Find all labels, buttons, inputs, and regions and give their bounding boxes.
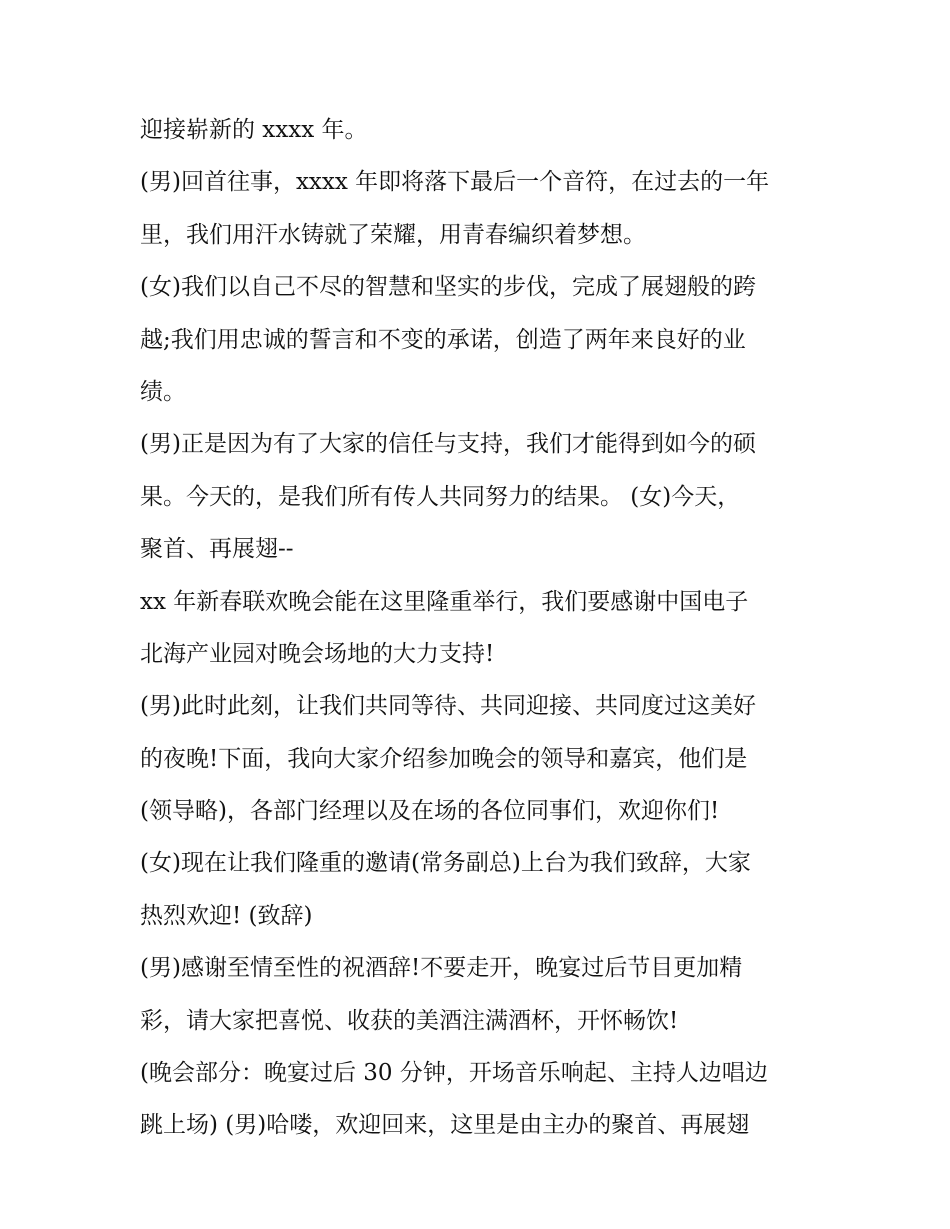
text-line: 迎接崭新的 xxxx 年。	[140, 117, 368, 143]
text-line: 聚首、再展翅--	[140, 536, 294, 563]
document-body	[140, 110, 830, 1158]
text-line: 热烈欢迎! (致辞)	[140, 902, 313, 929]
text-line: (女)现在让我们隆重的邀请(常务副总)上台为我们致辞，大家	[140, 850, 751, 877]
text-line: (男)感谢至情至性的祝酒辞!不要走开，晚宴过后节目更加精	[140, 955, 743, 982]
text-line: 彩，请大家把喜悦、收获的美酒注满酒杯，开怀畅饮!	[140, 1007, 679, 1034]
text-line: (男)正是因为有了大家的信任与支持，我们才能得到如今的硕	[140, 431, 756, 458]
text-line: xx 年新春联欢晚会能在这里隆重举行，我们要感谢中国电子	[140, 588, 749, 615]
text-line: 的夜晚!下面，我向大家介绍参加晚会的领导和嘉宾，他们是	[140, 745, 748, 772]
text-line: 果。今天的，是我们所有传人共同努力的结果。 (女)今天，	[140, 483, 741, 510]
text-line: (男)此时此刻，让我们共同等待、共同迎接、共同度过这美好	[140, 693, 756, 720]
text-line: 北海产业园对晚会场地的大力支持!	[140, 640, 495, 667]
text-line: (女)我们以自己不尽的智慧和坚实的步伐，完成了展翅般的跨	[140, 274, 756, 301]
text-line: (领导略)，各部门经理以及在场的各位同事们，欢迎你们!	[140, 798, 720, 825]
text-line: 里，我们用汗水铸就了荣耀，用青春编织着梦想。	[140, 221, 646, 248]
text-line: 越;我们用忠诚的誓言和不变的承诺，创造了两年来良好的业	[140, 326, 746, 353]
text-line: 跳上场) (男)哈喽，欢迎回来，这里是由主办的聚首、再展翅	[140, 1112, 750, 1139]
text-line: (男)回首往事，xxxx 年即将落下最后一个音符，在过去的一年	[140, 169, 770, 196]
text-line: (晚会部分：晚宴过后 30 分钟，开场音乐响起、主持人边唱边	[140, 1060, 768, 1087]
text-line: 绩。	[140, 378, 186, 405]
